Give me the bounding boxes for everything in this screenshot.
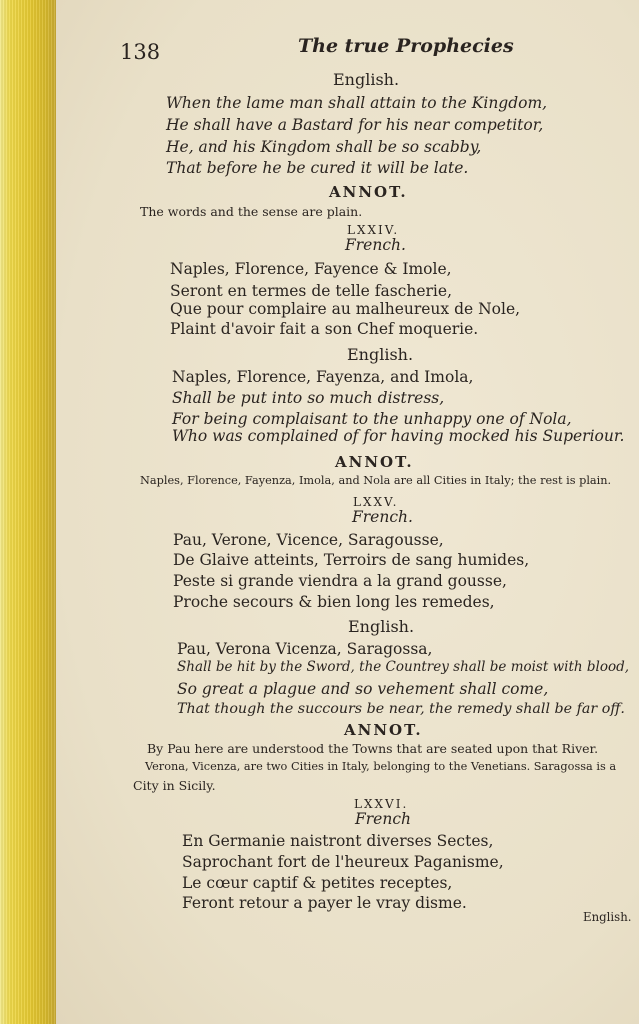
verse-line: Le cœur captif & petites receptes,: [182, 874, 453, 892]
s75-annot-line: By Pau here are understood the Towns that are seated upon that River.: [147, 741, 599, 756]
s73-annot-text: The words and the sense are plain.: [140, 204, 363, 219]
s73-english-heading: English.: [333, 70, 400, 89]
s75-annot-line: Verona, Vicenza, are two Cities in Italy, belonging to the Venetians. Saragossa is a: [145, 760, 617, 773]
verse-line: That though the succours be near, the remedy shall be far off.: [177, 701, 625, 717]
s74-number: LXXIV.: [347, 223, 400, 237]
s76-french-heading: French: [355, 810, 411, 828]
s76-number: LXXVI.: [354, 797, 409, 811]
gilded-page-edge: [0, 0, 56, 1024]
verse-line: That before he be cured it will be late.: [166, 159, 469, 177]
verse-line: For being complaisant to the unhappy one of Nola,: [172, 410, 572, 428]
verse-line: He shall have a Bastard for his near competitor,: [166, 116, 544, 134]
verse-line: En Germanie naistront diverses Sectes,: [182, 832, 494, 850]
verse-line: De Glaive atteints, Terroirs de sang humides,: [173, 551, 530, 569]
verse-line: Plaint d'avoir fait a son Chef moquerie.: [170, 320, 479, 338]
catchword: English.: [583, 910, 632, 924]
s75-french-heading: French.: [352, 508, 413, 526]
verse-line: Naples, Florence, Fayence & Imole,: [170, 260, 452, 278]
verse-line: Peste si grande viendra a la grand gousse,: [173, 572, 507, 590]
verse-line: Who was complained of for having mocked his Superiour.: [172, 427, 625, 445]
verse-line: Naples, Florence, Fayenza, and Imola,: [172, 368, 474, 386]
verse-line: Que pour complaire au malheureux de Nole,: [170, 300, 521, 318]
verse-line: Seront en termes de telle fascherie,: [170, 282, 452, 300]
s75-annot-heading: ANNOT.: [344, 721, 423, 739]
s73-annot-heading: ANNOT.: [329, 183, 408, 201]
s75-english-heading: English.: [348, 617, 415, 636]
page-number: 138: [120, 40, 161, 64]
verse-line: Pau, Verone, Vicence, Saragousse,: [173, 531, 444, 549]
verse-line: Shall be put into so much distress,: [172, 389, 445, 407]
verse-line: Pau, Verona Vicenza, Saragossa,: [177, 640, 433, 658]
s74-english-heading: English.: [347, 345, 414, 364]
s74-annot-text: Naples, Florence, Fayenza, Imola, and Nola are all Cities in Italy; the rest is plain.: [140, 474, 612, 487]
verse-line: So great a plague and so vehement shall come,: [177, 680, 549, 698]
s74-annot-heading: ANNOT.: [335, 453, 414, 471]
verse-line: Proche secours & bien long les remedes,: [173, 593, 495, 611]
running-head: The true Prophecies: [298, 35, 514, 57]
s75-number: LXXV.: [353, 495, 399, 509]
s74-french-heading: French.: [345, 236, 406, 254]
verse-line: Saprochant fort de l'heureux Paganisme,: [182, 853, 504, 871]
verse-line: He, and his Kingdom shall be so scabby,: [166, 138, 482, 156]
s75-annot-line: City in Sicily.: [133, 778, 216, 793]
verse-line: Shall be hit by the Sword, the Countrey shall be moist with blood,: [177, 659, 630, 675]
verse-line: When the lame man shall attain to the Kingdom,: [166, 94, 548, 112]
verse-line: Feront retour a payer le vray disme.: [182, 894, 467, 912]
